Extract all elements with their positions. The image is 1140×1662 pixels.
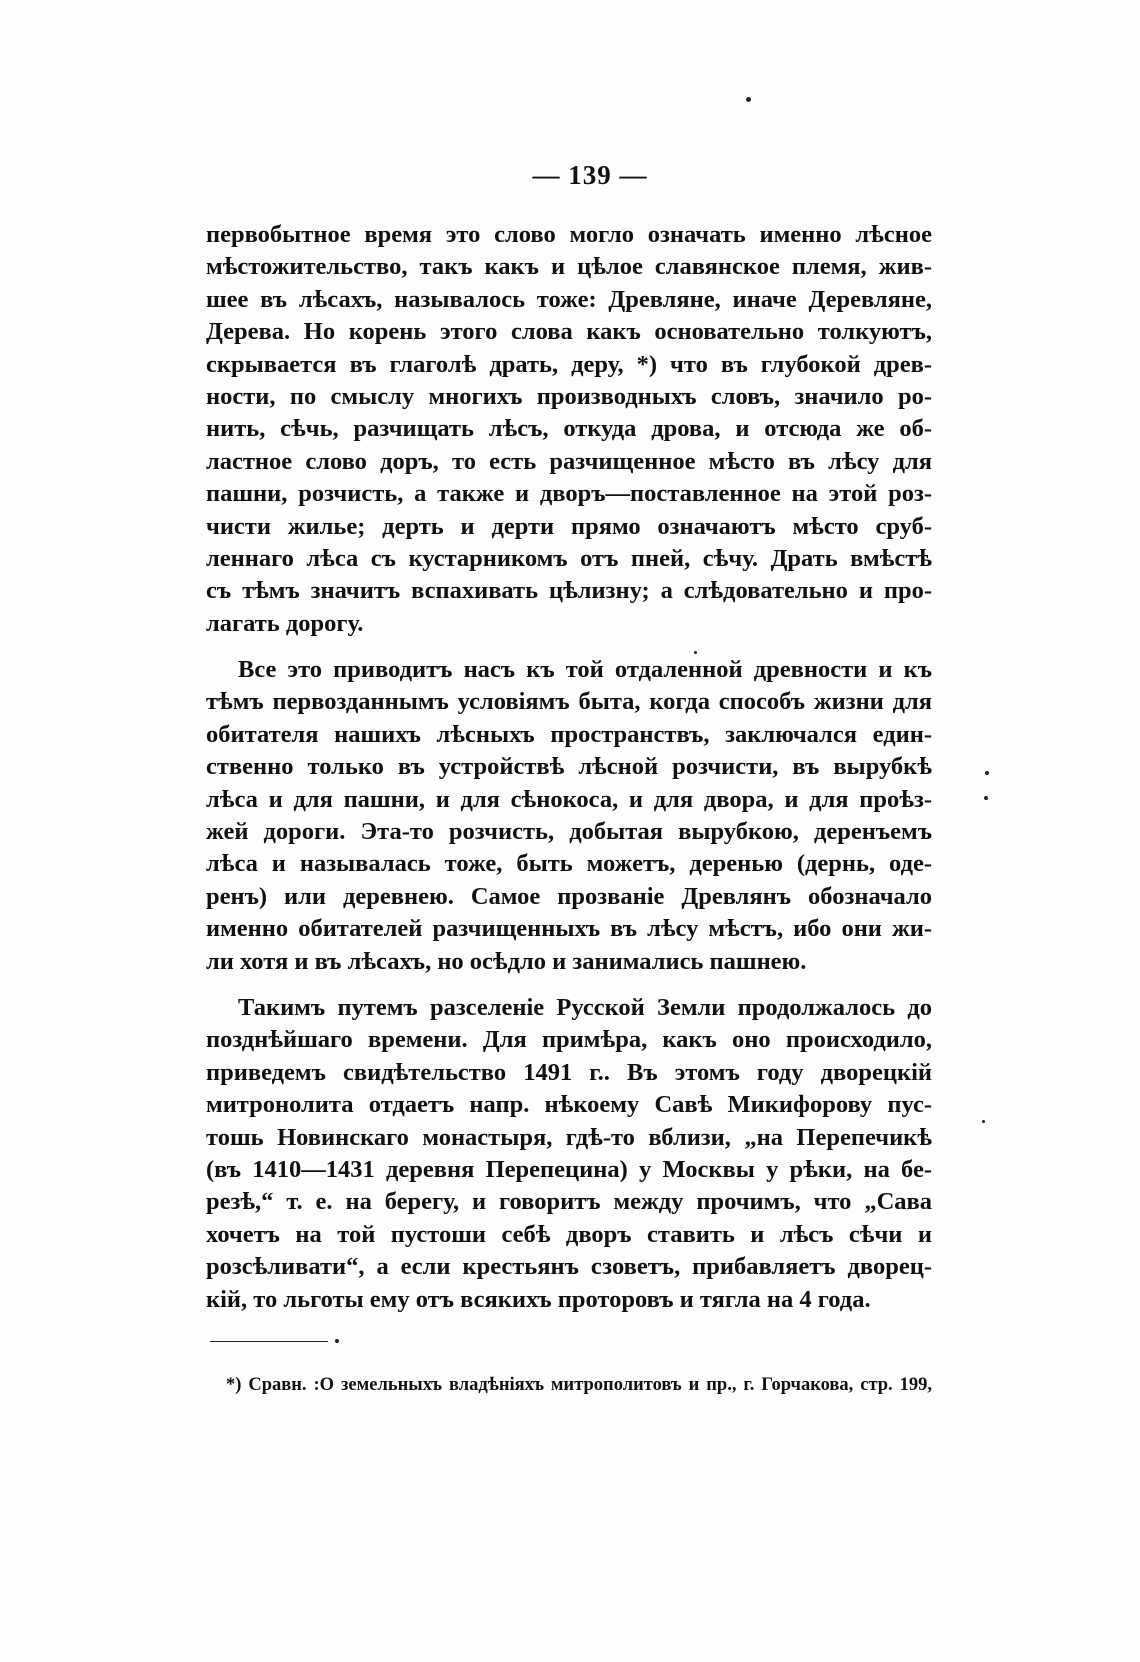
paragraph-2 <box>206 654 932 978</box>
text-line: ственно только въ устройствѣ лѣсной розчисти, въ вырубкѣ <box>206 753 932 781</box>
text-line: приведемъ свидѣтельство 1491 г.. Въ этомъ году дворецкій <box>206 1058 932 1086</box>
text-line: ли хотя и въ лѣсахъ, но осѣдло и занимались пашнею. <box>206 947 807 975</box>
text-line: митронолита отдаетъ напр. нѣкоему Савѣ Микифорову пус- <box>206 1091 932 1119</box>
text-line: тѣмъ первозданнымъ условіямъ быта, когда способъ жизни для <box>206 688 932 716</box>
text-line: хочетъ на той пустоши себѣ дворъ ставить и лѣсъ сѣчи и <box>206 1220 932 1248</box>
text-line: (въ 1410—1431 деревня Перепецина) у Москвы у рѣки, на бе- <box>206 1155 932 1183</box>
text-line: лѣса и для пашни, и для сѣнокоса, и для двора, и для проѣз- <box>206 785 932 813</box>
text-line: леннаго лѣса съ кустарникомъ отъ пней, сѣчу. Драть вмѣстѣ <box>206 544 932 572</box>
text-line: скрывается въ глаголѣ драть, деру, *) что въ глубокой древ- <box>206 350 932 378</box>
scan-speck <box>746 97 751 102</box>
text-line: именно обитателей разчищенныхъ въ лѣсу мѣстъ, ибо они жи- <box>206 915 932 943</box>
text-line: чисти жилье; дерть и дерти прямо означаютъ мѣсто сруб- <box>206 512 932 540</box>
text-line: резѣ,“ т. е. на берегу, и говоритъ между прочимъ, что „Сава <box>206 1188 932 1216</box>
text-line: съ тѣмъ значитъ вспахивать цѣлизну; а слѣдовательно и про- <box>206 577 932 605</box>
page-number: — 139 — <box>532 160 648 190</box>
text-line: Такимъ путемъ разселеніе Русской Земли продолжалось до <box>238 993 932 1021</box>
text-line: лѣса и называлась тоже, быть можетъ, деренью (дернь, оде- <box>206 850 932 878</box>
scan-speck <box>984 796 988 800</box>
text-line: тошь Новинскаго монастыря, гдѣ-то вблизи, „на Перепечикѣ <box>206 1123 932 1151</box>
paragraph-3 <box>206 992 932 1316</box>
text-line: Все это приводитъ насъ къ той отдаленной древности и къ <box>238 656 932 684</box>
text-line: позднѣйшаго времени. Для примѣра, какъ оно происходило, <box>206 1026 932 1054</box>
text-line: ности, по смыслу многихъ производныхъ словъ, значило ро- <box>206 382 932 410</box>
footnote-divider <box>210 1341 328 1342</box>
text-line: ластное слово доръ, то есть разчищенное мѣсто въ лѣсу для <box>206 447 932 475</box>
scan-speck <box>985 771 989 775</box>
scan-speck <box>694 651 697 654</box>
text-line: кій, то льготы ему отъ всякихъ проторовъ и тягла на 4 года. <box>206 1285 871 1313</box>
text-line: первобытное время это слово могло означать именно лѣсное <box>206 221 932 248</box>
text-line: розсѣливати“, а если крестьянъ сзоветъ, прибавляетъ дворец- <box>206 1253 932 1281</box>
text-line: нить, сѣчь, разчищать лѣсъ, откуда дрова, и отсюда же об- <box>206 415 932 443</box>
body-text <box>206 219 932 1316</box>
text-line: ренъ) или деревнею. Самое прозваніе Древлянъ обозначало <box>206 882 932 910</box>
footnote: *) Сравн. :О земельныхъ владѣніяхъ митрополитовъ и пр., г. Горчакова, стр. 199, <box>226 1375 932 1395</box>
text-line: пашни, розчисть, а также и дворъ—поставленное на этой роз- <box>206 480 932 508</box>
text-line: жей дороги. Эта-то розчисть, добытая вырубкою, деренъемъ <box>206 818 932 846</box>
scan-speck <box>982 1120 985 1123</box>
paragraph-1 <box>206 219 932 640</box>
text-line: Дерева. Но корень этого слова какъ основательно толкуютъ, <box>206 318 932 346</box>
scan-speck <box>335 1339 339 1343</box>
text-line: лагать дорогу. <box>206 609 364 637</box>
text-line: мѣстожительство, такъ какъ и цѣлое славянское племя, жив- <box>206 253 932 281</box>
text-line: обитателя нашихъ лѣсныхъ пространствъ, заключался един- <box>206 720 932 748</box>
text-line: шее въ лѣсахъ, называлось тоже: Древляне, иначе Деревляне, <box>206 285 932 313</box>
